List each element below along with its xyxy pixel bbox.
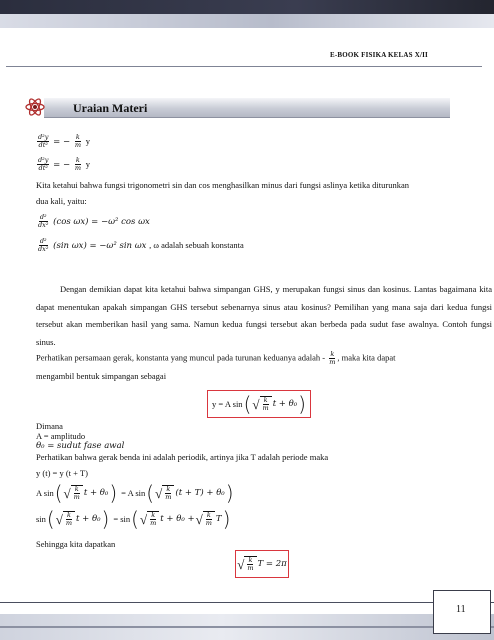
definition-phase: θ₀ = sudut fase awal <box>36 441 125 451</box>
equation-1: $\frac{\text{d²y}}{\text{dt²}}$ = − $\frac{k}{m}$ y <box>38 133 90 149</box>
book-title: E-BOOK FISIKA KELAS X/II <box>330 51 428 59</box>
periodic-condition: y (t) = y (t + T) <box>36 468 88 478</box>
page-number: 11 <box>456 604 466 615</box>
period-result-box: √ $\frac{k}{m}$ T = 2π <box>235 550 289 578</box>
atom-icon <box>24 96 46 118</box>
header-decor-dark <box>0 0 494 14</box>
section-title: Uraian Materi <box>73 101 148 115</box>
dimana-label: Dimana <box>36 421 63 431</box>
paragraph-1-line-1: Kita ketahui bahwa fungsi trigonometri sin dan cos menghasilkan minus dari fungsi aslinya ketika diturunkan <box>36 180 409 190</box>
footer-stripe <box>0 626 494 628</box>
header-decor-light <box>0 14 494 28</box>
header-divider <box>6 66 482 67</box>
paragraph-4: Perhatikan bahwa gerak benda ini adalah periodik, artinya jika T adalah periode maka <box>36 452 329 462</box>
equation-sin-expanded: sin ( √ $\frac{k}{m}$ t + θ₀ ) = sin ( √ $\frac{k}{m}$ t + θ₀ + √ $\frac{k}{m}$ T ) <box>36 506 231 531</box>
equation-a-sin: A sin ( √ $\frac{k}{m}$ t + θ₀ ) = A sin ( √ $\frac{k}{m}$ (t + T) + θ₀ ) <box>36 480 234 505</box>
equation-2: $\frac{\text{d²y}}{\text{dt²}}$ = − $\frac{k}{m}$ y <box>38 156 90 172</box>
definition-amplitude: A = amplitudo <box>36 431 86 441</box>
simpangan-equation-box: y = A sin ( √ $\frac{k}{m}$ t + θ₀ ) <box>207 390 311 418</box>
equation-cos: $\frac{\text{d²}}{\text{dx²}}$ (cos ωx) = −ω² cos ωx <box>38 213 150 229</box>
paragraph-1-line-2: dua kali, yaitu: <box>36 196 87 206</box>
sehingga-text: Sehingga kita dapatkan <box>36 539 116 549</box>
paragraph-3-line-2: mengambil bentuk simpangan sebagai <box>36 371 167 381</box>
footer-divider <box>0 602 494 603</box>
paragraph-3-line-1: Perhatikan persamaan gerak, konstanta yang muncul pada turunan keduanya adalah - $\frac{k}{m}$ , maka kita dapat <box>36 350 396 366</box>
paragraph-2: Dengan demikian dapat kita ketahui bahwa simpangan GHS, y merupakan fungsi sinus dan kosinus. Lantas bagaimana kita dapat menentukan apakah simpangan GHS tersebut sebenarnya sinus atau kosinus? Pemilihan yang mana saja dari kedua fungsi tersebut akan memberikan hasil yang sama. Namun kedua fungsi tersebut akan berbeda pada sudut fase awalnya. Contoh fungsi sinus. <box>36 284 492 347</box>
equation-sin: $\frac{\text{d²}}{\text{dx²}}$ (sin ωx) = −ω² sin ωx , ω adalah sebuah konstanta <box>38 237 244 253</box>
